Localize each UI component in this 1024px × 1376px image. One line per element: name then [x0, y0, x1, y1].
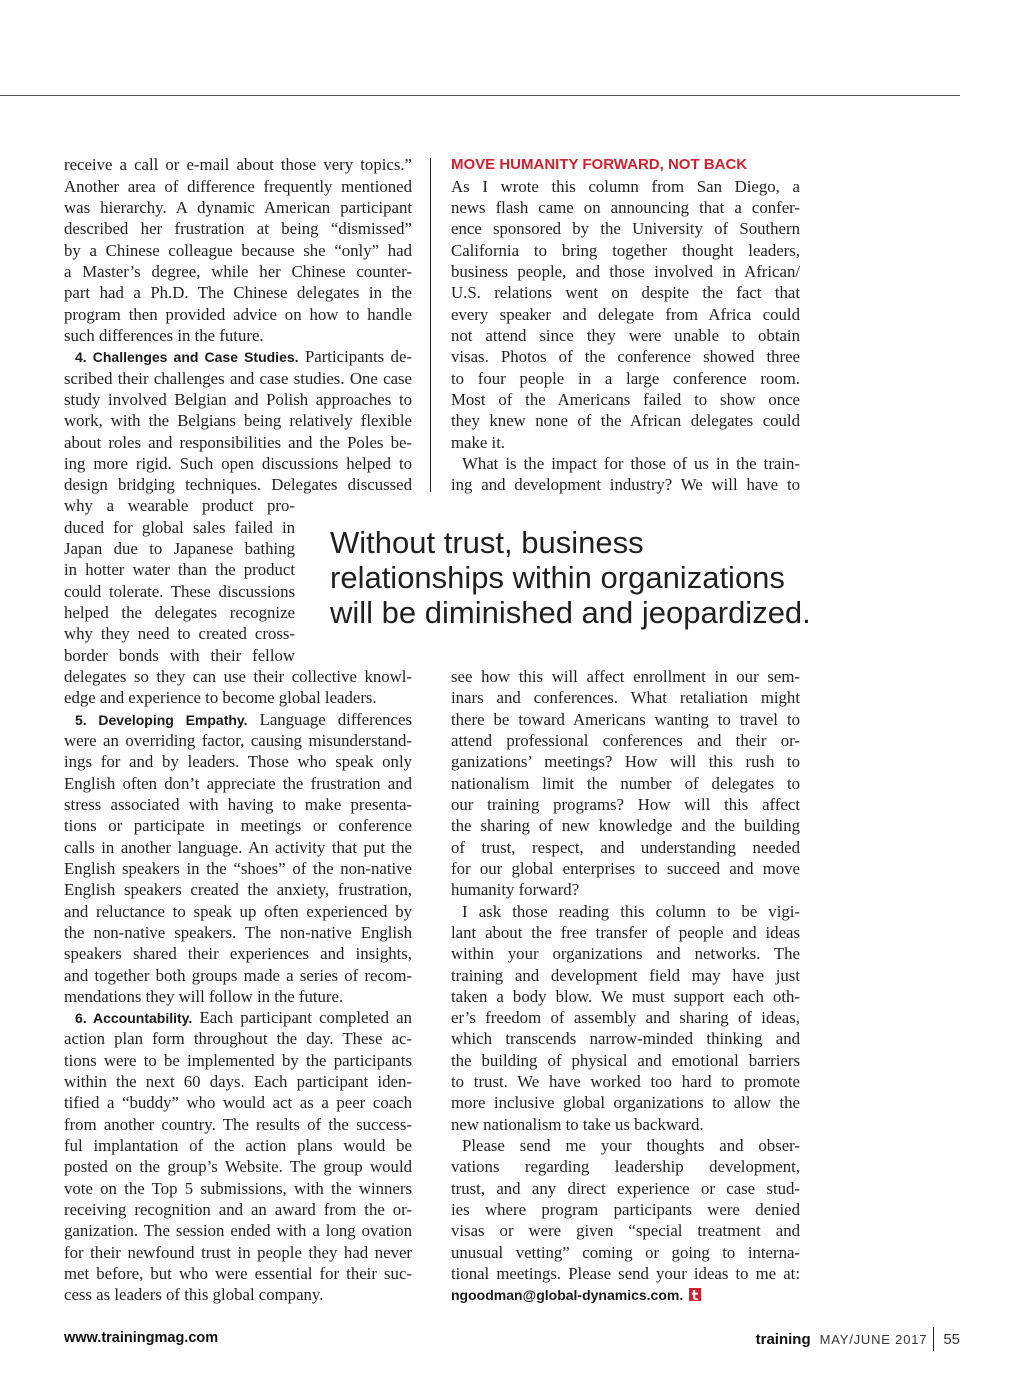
text-line: ganizations’ meetings? How will this rush to [451, 752, 800, 772]
text-line: were an overriding factor, causing misunderstand- [64, 730, 412, 750]
text-line: U.S. relations went on despite the fact that [451, 283, 800, 303]
text-line: why a wearable product pro- [64, 496, 295, 516]
text-line: humanity forward? [451, 880, 580, 900]
text-line: ful implantation of the action plans would be [64, 1136, 412, 1156]
text-line: border bonds with their fellow [64, 645, 295, 665]
section-heading: MOVE HUMANITY FORWARD, NOT BACK [451, 156, 748, 174]
text-line: and together both groups made a series of recom- [64, 965, 412, 985]
footer-url: www.trainingmag.com [64, 1330, 219, 1346]
text-line: ing and development industry? We will have to [451, 475, 800, 495]
text-line: speakers shared their experiences and insights, [64, 944, 412, 964]
text-line: business people, and those involved in African/ [451, 261, 800, 281]
text-line: was hierarchy. A dynamic American participant [64, 197, 412, 217]
text-line: vote on the Top 5 submissions, with the winners [64, 1178, 412, 1198]
text-line: inars and conferences. What retaliation might [451, 688, 800, 708]
text-line: in hotter water than the product [64, 560, 295, 580]
text-line: ence sponsored by the University of Southern [451, 219, 800, 239]
text-line: visas. Photos of the conference showed three [451, 347, 800, 367]
text-line: I ask those reading this column to be vigi- [462, 901, 800, 921]
paragraph-text: Participants de- [304, 347, 412, 367]
text-line: helped the delegates recognize [64, 603, 295, 623]
text-line: and reluctance to speak up often experienced by [64, 901, 412, 921]
text-line: ing more rigid. Such open discussions helped to [64, 453, 412, 473]
text-line: Japan due to Japanese bathing [64, 539, 295, 559]
footer-magazine-name: training [755, 1330, 811, 1348]
text-line: English speakers in the “shoes” of the non-native [64, 858, 412, 878]
text-line: not attend since they were unable to obtain [451, 325, 800, 345]
text-line: scribed their challenges and case studies. One case [64, 368, 412, 388]
text-line: by a Chinese colleague because she “only” had [64, 240, 412, 260]
text-line: ings for and by leaders. Those who speak only [64, 752, 412, 772]
text-line: could tolerate. These discussions [64, 581, 295, 601]
text-line: training and development field may have just [451, 965, 800, 985]
text-line: attend professional conferences and their or- [451, 730, 800, 750]
text-line: duced for global sales failed in [64, 517, 295, 537]
text-line: Most of the Americans failed to show once [451, 389, 800, 409]
text-line: As I wrote this column from San Diego, a [451, 176, 800, 196]
left-column [64, 0, 412, 1376]
text-line: of trust, respect, and understanding needed [451, 837, 800, 857]
text-line: Please send me your thoughts and obser- [462, 1136, 800, 1156]
text-line: action plan form throughout the day. These ac- [64, 1029, 412, 1049]
text-line: tions were to be implemented by the participants [64, 1050, 412, 1070]
paragraph-first-line [75, 346, 412, 367]
text-line: met before, but who were essential for their suc- [64, 1263, 412, 1283]
text-line: ganization. The session ended with a long ovation [64, 1221, 412, 1241]
paragraph-text: Language differences [259, 709, 412, 729]
text-line: unusual vetting” coming or going to interna- [451, 1242, 800, 1262]
text-line: more inclusive global organizations to allow the [451, 1093, 800, 1113]
text-line: delegates so they can use their collective knowl- [64, 667, 412, 687]
text-line: such differences in the future. [64, 325, 264, 345]
text-line: the building of physical and emotional barriers [451, 1050, 800, 1070]
text-line: calls in another language. An activity that put the [64, 837, 412, 857]
text-line: tions or participate in meetings or conference [64, 816, 412, 836]
end-mark-icon [689, 1288, 701, 1301]
right-column [451, 0, 800, 1376]
text-line: there be toward Americans wanting to travel to [451, 709, 800, 729]
text-line: for our global enterprises to succeed and move [451, 858, 800, 878]
text-line: tified a “buddy” who would act as a peer coach [64, 1093, 412, 1113]
paragraph-first-line [75, 1007, 412, 1028]
text-line: English often don’t appreciate the frustration and [64, 773, 412, 793]
text-line: English speakers created the anxiety, frustration, [64, 880, 412, 900]
footer-folio [756, 1327, 960, 1351]
text-line: from another country. The results of the success- [64, 1114, 412, 1134]
email-address: ngoodman@global-dynamics.com. [451, 1287, 684, 1304]
text-line: study involved Belgian and Polish approaches to [64, 389, 412, 409]
text-line: the non-native speakers. The non-native English [64, 922, 412, 942]
pull-quote-line: will be diminished and jeopardized. [330, 595, 811, 630]
text-line: stress associated with having to make presenta- [64, 794, 412, 814]
text-line: our training programs? How will this affect [451, 794, 800, 814]
text-line: why they need to created cross- [64, 624, 295, 644]
text-line: part had a Ph.D. The Chinese delegates in the [64, 283, 412, 303]
text-line: ies where program participants were denied [451, 1200, 800, 1220]
column-divider [430, 158, 431, 492]
text-line: within the next 60 days. Each participant iden- [64, 1072, 412, 1092]
text-line: California to bring together thought leaders, [451, 240, 800, 260]
paragraph-text: Each participant completed an [199, 1008, 412, 1028]
paragraph-lead: 6. Accountability. [75, 1010, 193, 1027]
paragraph-lead: 5. Developing Empathy. [75, 711, 248, 728]
text-line: posted on the group’s Website. The group would [64, 1157, 412, 1177]
text-line: which transcends narrow-minded thinking and [451, 1029, 800, 1049]
text-line: receiving recognition and an award from the or- [64, 1200, 412, 1220]
text-line: tional meetings. Please send your ideas to me at: [451, 1263, 800, 1283]
text-line: vations regarding leadership development, [451, 1157, 800, 1177]
text-line: new nationalism to take us backward. [451, 1114, 704, 1134]
paragraph-first-line [75, 709, 412, 730]
text-line: taken a body blow. We must support each oth- [451, 986, 800, 1006]
text-line: er’s freedom of assembly and sharing of ideas, [451, 1008, 800, 1028]
text-line: work, with the Belgians being relatively flexible [64, 411, 412, 431]
text-line: lant about the free transfer of people and ideas [451, 922, 800, 942]
text-line: to four people in a large conference room. [451, 368, 800, 388]
page-number: 55 [943, 1330, 960, 1348]
footer-issue-date: MAY/JUNE 2017 [819, 1331, 928, 1347]
text-line: a Master’s degree, while her Chinese counter- [64, 261, 412, 281]
text-line: within your organizations and networks. The [451, 944, 800, 964]
text-line: described her frustration at being “dismissed” [64, 219, 412, 239]
pull-quote [330, 525, 811, 630]
text-line: design bridging techniques. Delegates discussed [64, 475, 412, 495]
text-line: make it. [451, 432, 506, 452]
text-line: to trust. We have worked too hard to promote [451, 1072, 800, 1092]
pull-quote-line: Without trust, business [330, 525, 644, 560]
text-line: news flash came on announcing that a confer- [451, 197, 800, 217]
text-line: about roles and responsibilities and the Poles be- [64, 432, 412, 452]
text-line: see how this will affect enrollment in our sem- [451, 667, 800, 687]
email-line [451, 1284, 800, 1305]
footer-divider [933, 1327, 934, 1351]
text-line: trust, and any direct experience or case stud- [451, 1178, 800, 1198]
text-line: edge and experience to become global leaders. [64, 688, 377, 708]
paragraph-lead: 4. Challenges and Case Studies. [75, 349, 299, 366]
text-line: receive a call or e-mail about those very topics.” [64, 155, 412, 175]
text-line: the sharing of new knowledge and the building [451, 816, 800, 836]
text-line: cess as leaders of this global company. [64, 1285, 324, 1305]
text-line: Another area of difference frequently mentioned [64, 176, 412, 196]
text-line: visas or were given “special treatment and [451, 1221, 800, 1241]
text-line: every speaker and delegate from Africa could [451, 304, 800, 324]
text-line: mendations they will follow in the future. [64, 986, 344, 1006]
text-line: they knew none of the African delegates could [451, 411, 800, 431]
text-line: program then provided advice on how to handle [64, 304, 412, 324]
text-line: What is the impact for those of us in the train- [462, 453, 800, 473]
text-line: nationalism limit the number of delegates to [451, 773, 800, 793]
text-line: for their newfound trust in people they had never [64, 1242, 412, 1262]
pull-quote-line: relationships within organizations [330, 560, 785, 595]
